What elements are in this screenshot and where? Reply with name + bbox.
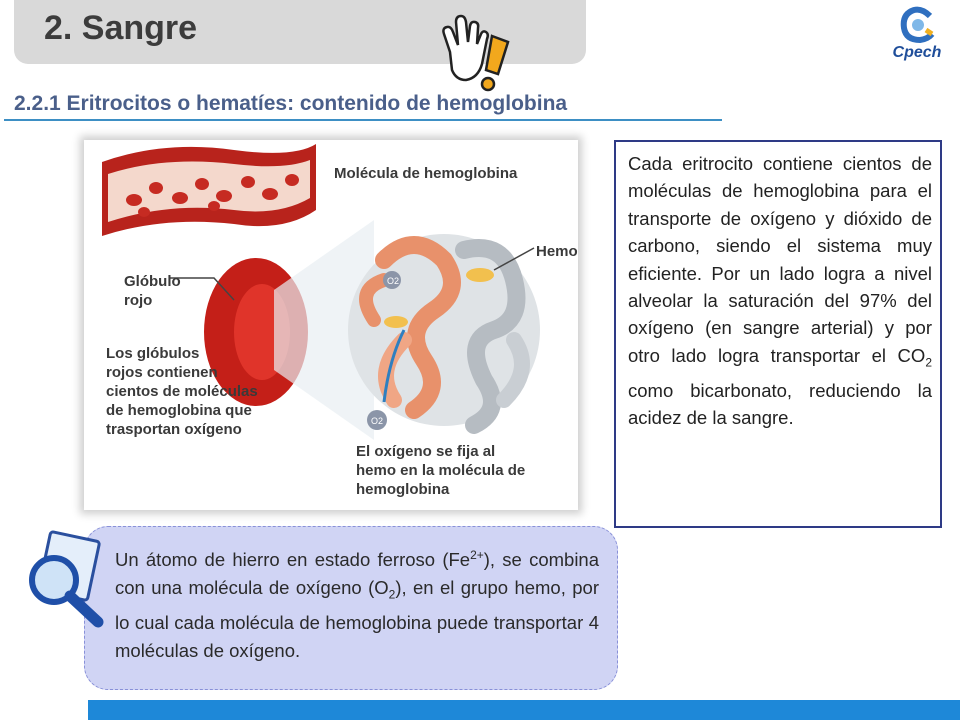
logo-text: Cpech [892,44,942,61]
callout-part1: Un átomo de hierro en estado ferroso (Fe [115,549,471,571]
cpech-logo-icon [882,6,952,46]
o2-subscript: 2 [388,587,396,602]
info-text-end: como bicarbonato, reduciendo la acidez de la sangre. [628,379,932,429]
label-cells-line5: trasportan oxígeno [106,421,242,438]
fe-charge-superscript: 2+ [470,548,484,562]
callout-part3: ), en el grupo hemo, por lo cual cada molécula de hemoglobina puede transportar 4 moléculas de oxígeno. [115,577,599,661]
label-oxygen-line1: El oxígeno se fija al [356,443,496,460]
bottom-accent-bar [88,700,960,720]
hemoglobin-figure [84,140,578,510]
section-subtitle: 2.2.1 Eritrocitos o hematíes: contenido de hemoglobina [14,92,568,115]
label-molecule: Molécula de hemoglobina [334,165,518,182]
info-box [614,140,942,528]
label-globulo-line1: Glóbulo [124,273,181,290]
cpech-logo [882,6,952,66]
callout-part2: ), se combina con una molécula de oxígeno (O [115,549,600,599]
info-text-main: Cada eritrocito contiene cientos de moléculas de hemoglobina para el transporte de oxígeno y dióxido de carbono, siendo el sistema muy eficiente. Por un lado logra a nivel alveolar la saturación del 97% del oxígeno (en sangre arterial) y por otro lado logra transportar el CO [628,153,932,366]
label-globulo-line2: rojo [124,292,153,309]
label-cells-line1: Los glóbulos [106,345,200,362]
magnifier-icon [14,530,114,630]
label-cells-line4: de hemoglobina que [106,402,252,419]
label-oxygen-line2: hemo en la molécula de [356,462,526,479]
o2-label-upper: O2 [387,276,400,286]
label-cells-line2: rojos contienen [106,364,218,381]
co2-subscript: 2 [925,355,932,370]
hemoglobin-illustration [84,140,578,510]
o2-label-lower: O2 [371,416,384,426]
label-oxygen-line3: hemoglobina [356,481,450,498]
callout-text [115,541,599,665]
callout-box [84,526,618,690]
subtitle-underline [4,119,722,121]
info-text [628,150,932,432]
hand-pointer-icon [436,12,516,94]
label-cells-line3: cientos de moléculas [106,383,258,400]
page-title: 2. Sangre [44,9,198,47]
label-hemo: Hemo [536,243,578,260]
